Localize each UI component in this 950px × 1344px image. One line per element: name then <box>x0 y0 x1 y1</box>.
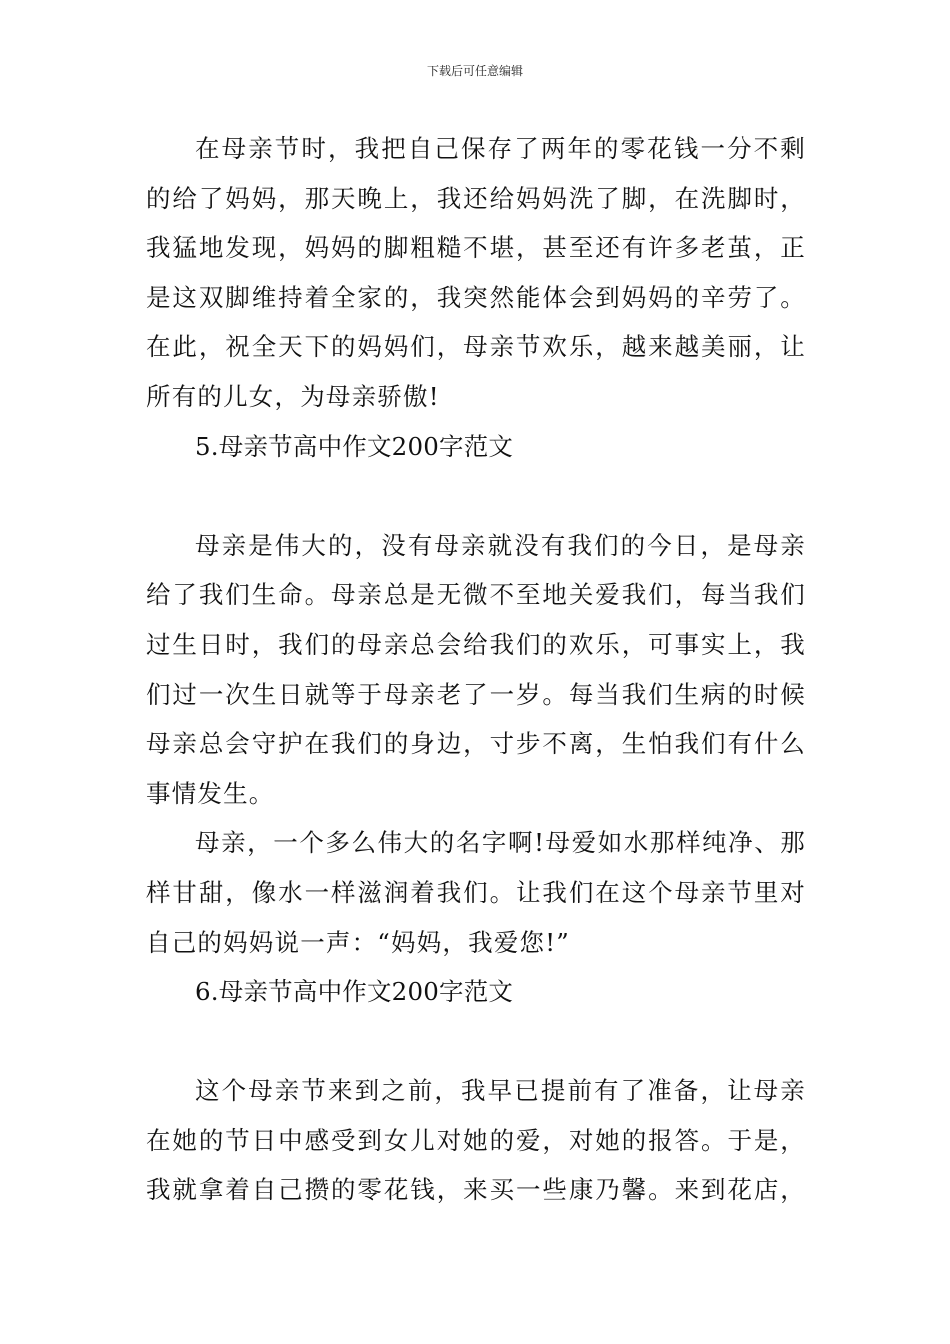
page-header: 下载后可任意编辑 <box>426 64 523 78</box>
paragraph: 这个母亲节来到之前，我早已提前有了准备，让母亲在她的节日中感受到女儿对她的爱，对她的报答。于是，我就拿着自己攒的零花钱，来买一些康乃馨。来到花店， <box>146 1076 806 1205</box>
blank-line <box>146 471 806 521</box>
document-body <box>146 124 806 1215</box>
paragraph: 母亲，一个多么伟大的名字啊!母爱如水那样纯净、那样甘甜，像水一样滋润着我们。让我们在这个母亲节里对自己的妈妈说一声：“妈妈，我爱您!” <box>146 828 806 957</box>
paragraph: 母亲是伟大的，没有母亲就没有我们的今日，是母亲给了我们生命。母亲总是无微不至地关爱我们，每当我们过生日时，我们的母亲总会给我们的欢乐，可事实上，我们过一次生日就等于母亲老了一岁。每当我们生病的时候母亲总会守护在我们的身边，寸步不离，生怕我们有什么事情发生。 <box>146 530 806 808</box>
paragraph: 在母亲节时，我把自己保存了两年的零花钱一分不剩的给了妈妈，那天晚上，我还给妈妈洗了脚，在洗脚时，我猛地发现，妈妈的脚粗糙不堪，甚至还有许多老茧，正是这双脚维持着全家的，我突然能体会到妈妈的辛劳了。在此，祝全天下的妈妈们，母亲节欢乐，越来越美丽，让所有的儿女，为母亲骄傲! <box>146 134 806 411</box>
section-heading: 6.母亲节高中作文200字范文 <box>195 977 514 1007</box>
blank-line <box>146 1017 806 1067</box>
section-heading: 5.母亲节高中作文200字范文 <box>195 431 514 461</box>
